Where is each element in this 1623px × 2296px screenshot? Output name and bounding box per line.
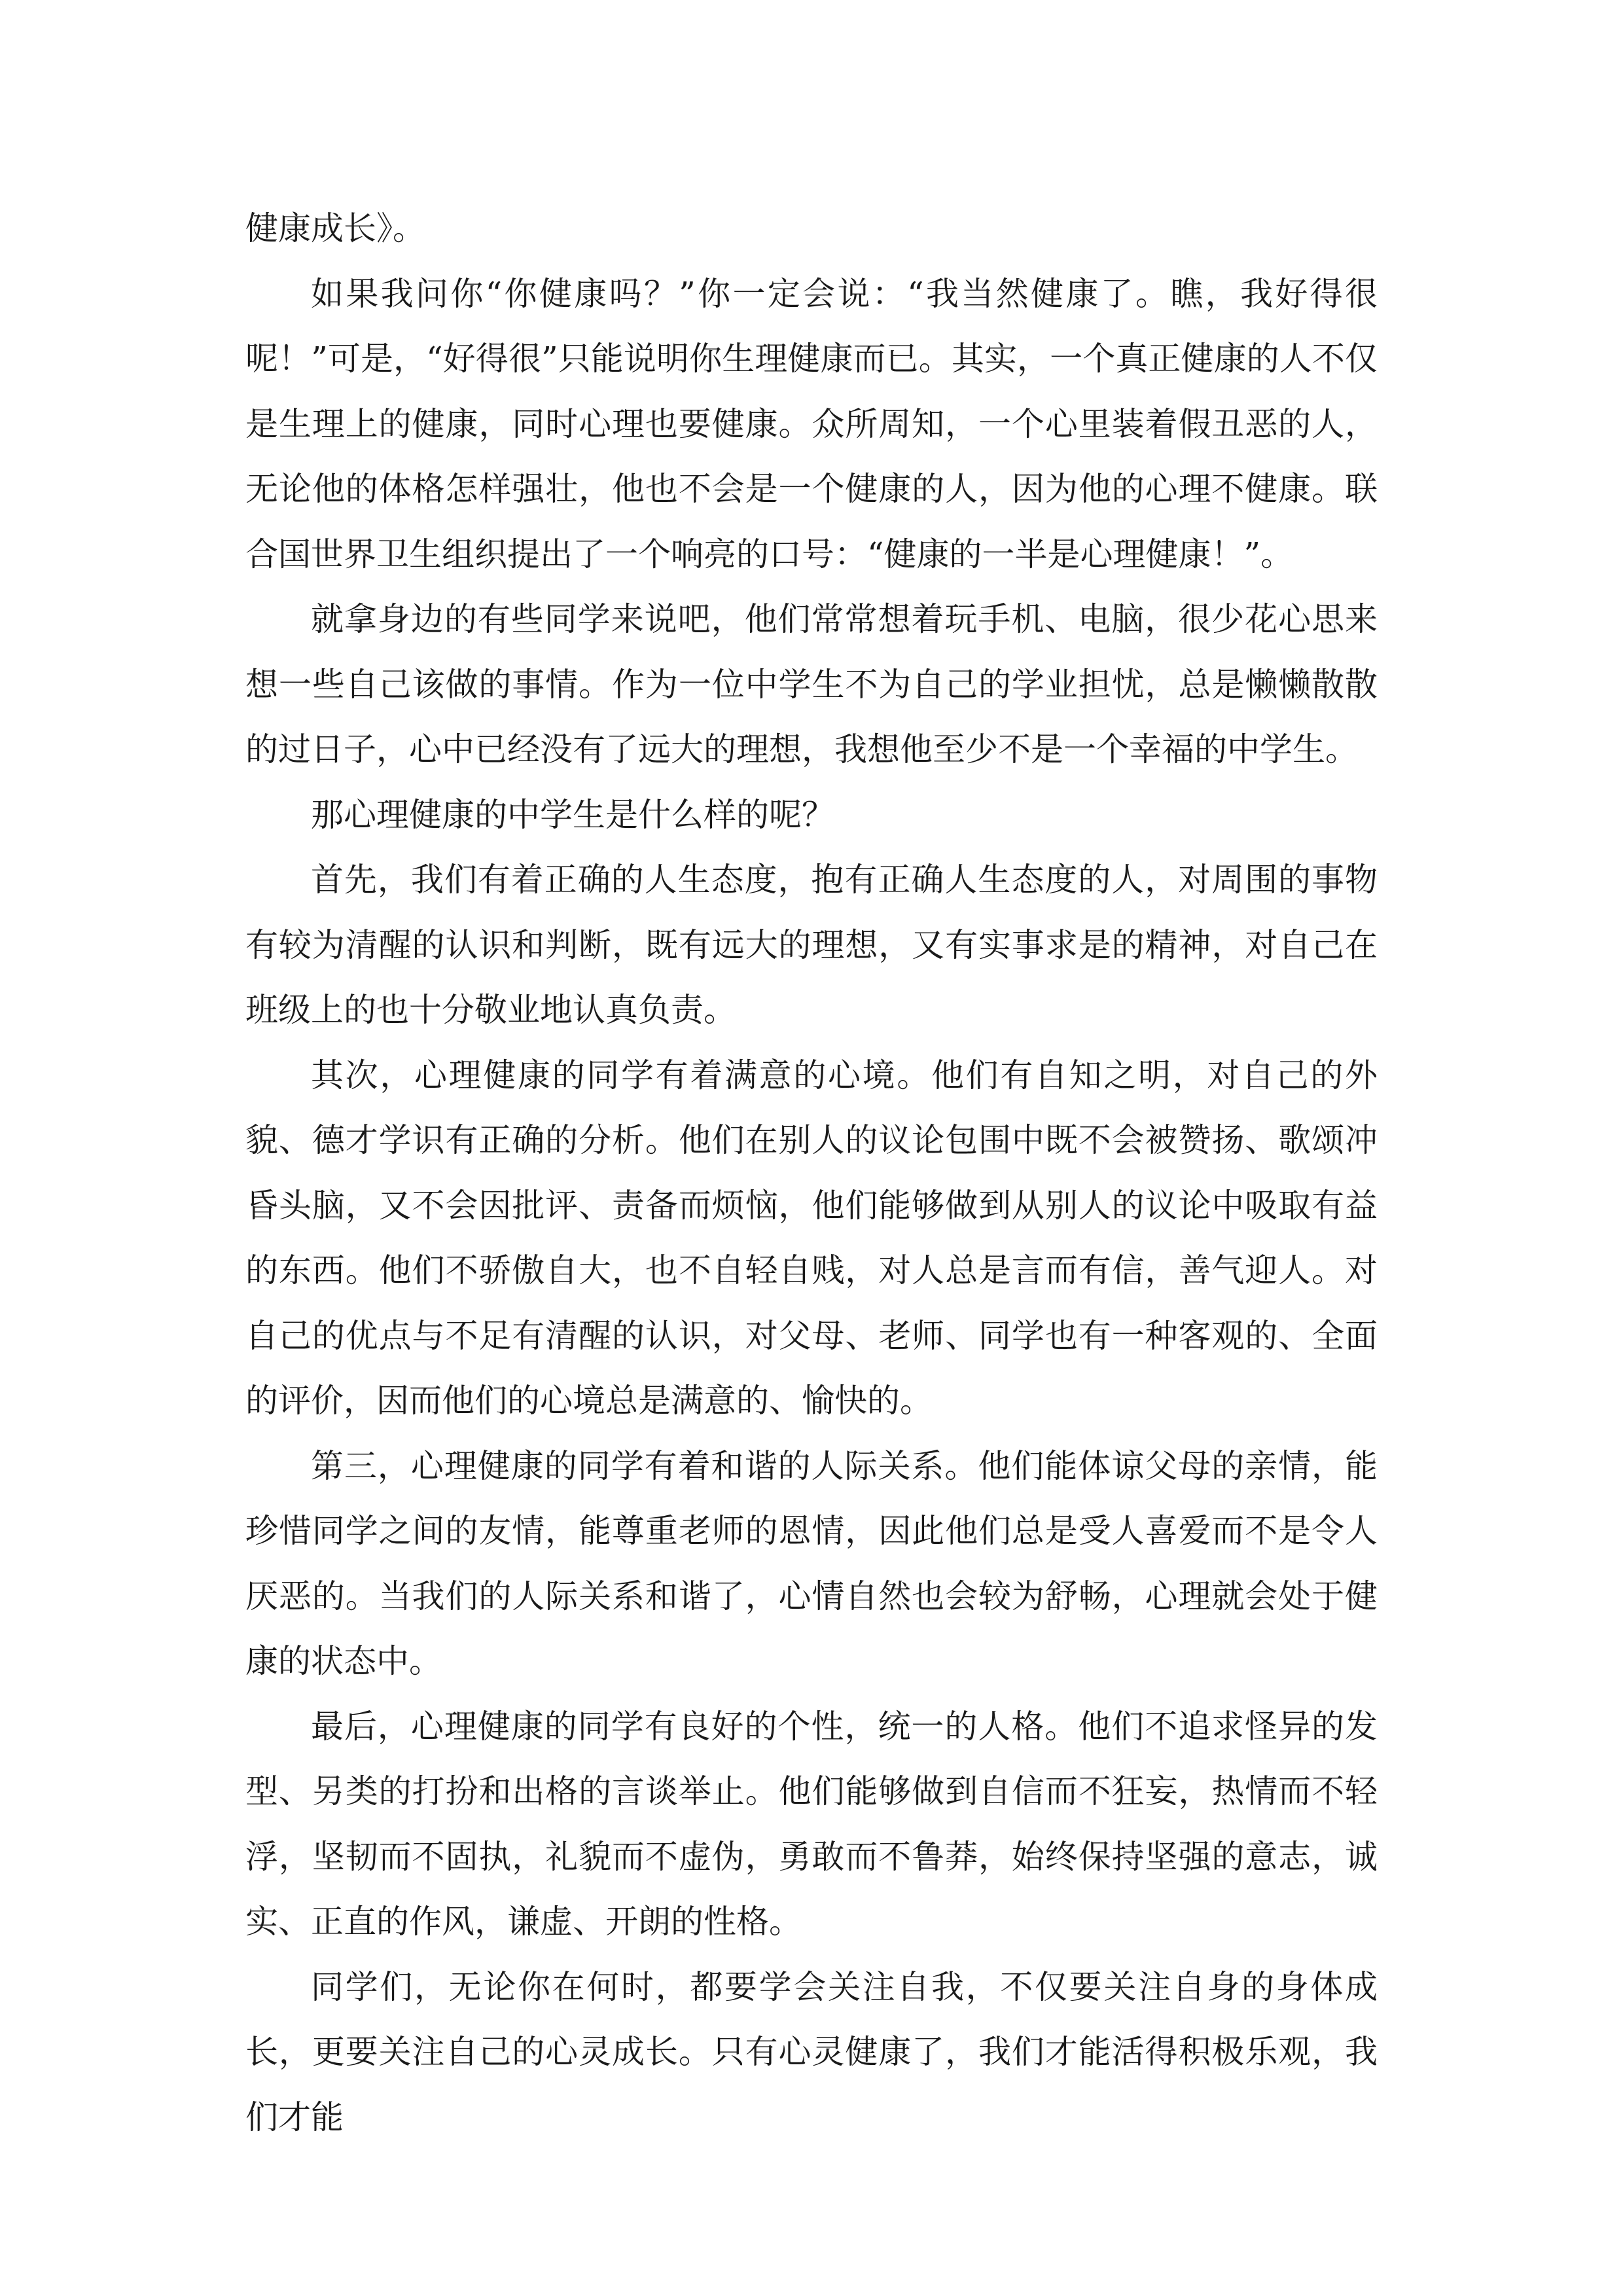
paragraph: 第三，心理健康的同学有着和谐的人际关系。他们能体谅父母的亲情，能珍惜同学之间的友情，能尊重老师的恩情，因此他们总是受人喜爱而不是令人厌恶的。当我们的人际关系和谐了，心情自然也会较为舒畅，心理就会处于健康的状态中。 [245, 1446, 1378, 1680]
paragraph: 那心理健康的中学生是什么样的呢？ [311, 795, 834, 834]
paragraph: 如果我问你“你健康吗？”你一定会说：“我当然健康了。瞧，我好得很呢！”可是，“好得很”只能说明你生理健康而已。其实，一个真正健康的人不仅是生理上的健康，同时心理也要健康。众所周知，一个心里装着假丑恶的人，无论他的体格怎样强壮，他也不会是一个健康的人，因为他的心理不健康。联合国世界卫生组织提出了一个响亮的口号：“健康的一半是心理健康！”。 [245, 274, 1378, 573]
paragraph: 首先，我们有着正确的人生态度，抱有正确人生态度的人，对周围的事物有较为清醒的认识和判断，既有远大的理想，又有实事求是的精神，对自己在班级上的也十分敬业地认真负责。 [245, 861, 1378, 1029]
paragraph: 其次，心理健康的同学有着满意的心境。他们有自知之明，对自己的外貌、德才学识有正确的分析。他们在别人的议论包围中既不会被赞扬、歌颂冲昏头脑，又不会因批评、责备而烦恼，他们能够做到从别人的议论中吸取有益的东西。他们不骄傲自大，也不自轻自贱，对人总是言而有信，善气迎人。对自己的优点与不足有清醒的认识，对父母、老师、同学也有一种客观的、全面的评价，因而他们的心境总是满意的、愉快的。 [245, 1056, 1378, 1420]
paragraph: 就拿身边的有些同学来说吧，他们常常想着玩手机、电脑，很少花心思来想一些自己该做的事情。作为一位中学生不为自己的学业担忧，总是懒懒散散的过日子，心中已经没有了远大的理想，我想他至少不是一个幸福的中学生。 [245, 600, 1378, 768]
paragraph: 最后，心理健康的同学有良好的个性，统一的人格。他们不追求怪异的发型、另类的打扮和出格的言谈举止。他们能够做到自信而不狂妄，热情而不轻浮，坚韧而不固执，礼貌而不虚伪，勇敢而不鲁莽，始终保持坚强的意志，诚实、正直的作风，谦虚、开朗的性格。 [245, 1707, 1378, 1941]
paragraph-continued: 健康成长》。 [245, 209, 425, 247]
paragraph: 同学们，无论你在何时，都要学会关注自我，不仅要关注自身的身体成长，更要关注自己的心灵成长。只有心灵健康了，我们才能活得积极乐观，我们才能 [245, 1967, 1378, 2136]
essay-body [245, 196, 1378, 2150]
